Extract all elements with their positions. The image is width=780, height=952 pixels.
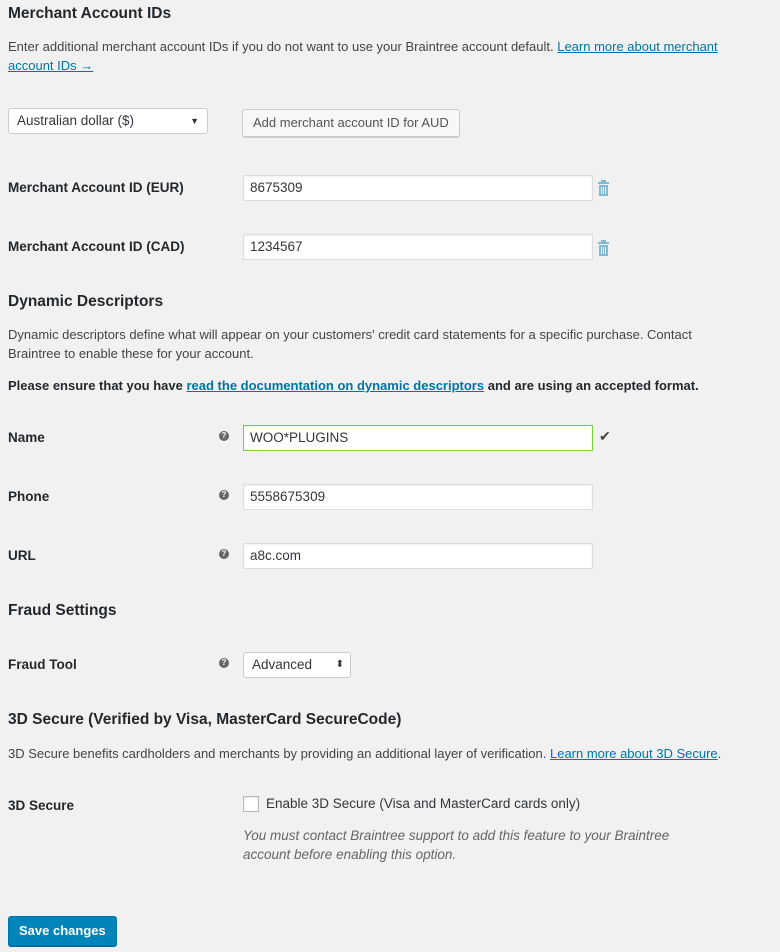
- currency-select[interactable]: Australian dollar ($) ▼: [8, 108, 208, 134]
- trash-icon[interactable]: [597, 240, 610, 256]
- descriptors-section-title: Dynamic Descriptors: [8, 293, 164, 310]
- descriptors-description: Dynamic descriptors define what will appear on your customers' credit card statements for a specific purchase. Contact Braintree to enable these for your account.: [8, 327, 692, 361]
- descriptors-docs-link[interactable]: read the documentation on dynamic descriptors: [186, 378, 485, 393]
- descriptor-phone-input[interactable]: 5558675309: [243, 484, 593, 510]
- descriptor-name-input[interactable]: WOO*PLUGINS: [243, 425, 593, 451]
- learn-more-3dsecure-link[interactable]: Learn more about 3D Secure: [549, 746, 718, 761]
- help-icon[interactable]: ?: [219, 490, 229, 500]
- enable-3dsecure-label[interactable]: Enable 3D Secure (Visa and MasterCard cards only): [266, 796, 581, 811]
- help-icon[interactable]: ?: [219, 549, 229, 559]
- secure3d-label: 3D Secure: [8, 798, 75, 813]
- help-icon[interactable]: ?: [219, 431, 229, 441]
- descriptor-url-input[interactable]: a8c.com: [243, 543, 593, 569]
- checkmark-icon: ✔: [599, 428, 611, 444]
- trash-icon[interactable]: [597, 180, 610, 196]
- learn-more-merchant-link-cont[interactable]: account IDs →: [8, 58, 94, 73]
- learn-more-merchant-link[interactable]: Learn more about merchant: [557, 39, 718, 54]
- select-arrow-icon: ⬍: [335, 659, 344, 670]
- descriptors-notice: Please ensure that you have read the documentation on dynamic descriptors and are using an accepted format.: [8, 378, 699, 393]
- merchant-eur-label: Merchant Account ID (EUR): [8, 180, 184, 195]
- help-icon[interactable]: ?: [219, 658, 229, 668]
- secure3d-note: You must contact Braintree support to add this feature to your Braintree account before enabling this option.: [243, 828, 670, 862]
- merchant-eur-input[interactable]: 8675309: [243, 175, 593, 201]
- fraud-tool-select[interactable]: Advanced ⬍: [243, 652, 351, 678]
- descriptor-url-label: URL: [8, 548, 36, 563]
- descriptor-phone-label: Phone: [8, 489, 50, 504]
- secure3d-description: 3D Secure benefits cardholders and merchants by providing an additional layer of verification. Learn more about 3D Secure.: [8, 746, 722, 761]
- merchant-description: Enter additional merchant account IDs if you do not want to use your Braintree account default. Learn more about merchant account IDs →: [8, 39, 718, 73]
- enable-3dsecure-checkbox[interactable]: [243, 796, 259, 812]
- secure3d-section-title: 3D Secure (Verified by Visa, MasterCard SecureCode): [8, 711, 402, 728]
- add-merchant-id-button[interactable]: Add merchant account ID for AUD: [242, 109, 460, 137]
- fraud-tool-label: Fraud Tool: [8, 657, 77, 672]
- merchant-cad-input[interactable]: 1234567: [243, 234, 593, 260]
- fraud-section-title: Fraud Settings: [8, 602, 117, 619]
- merchant-cad-label: Merchant Account ID (CAD): [8, 239, 185, 254]
- descriptor-name-label: Name: [8, 430, 45, 445]
- save-changes-button[interactable]: Save changes: [8, 916, 117, 946]
- select-arrow-icon: ▼: [190, 116, 199, 126]
- merchant-section-title: Merchant Account IDs: [8, 5, 172, 22]
